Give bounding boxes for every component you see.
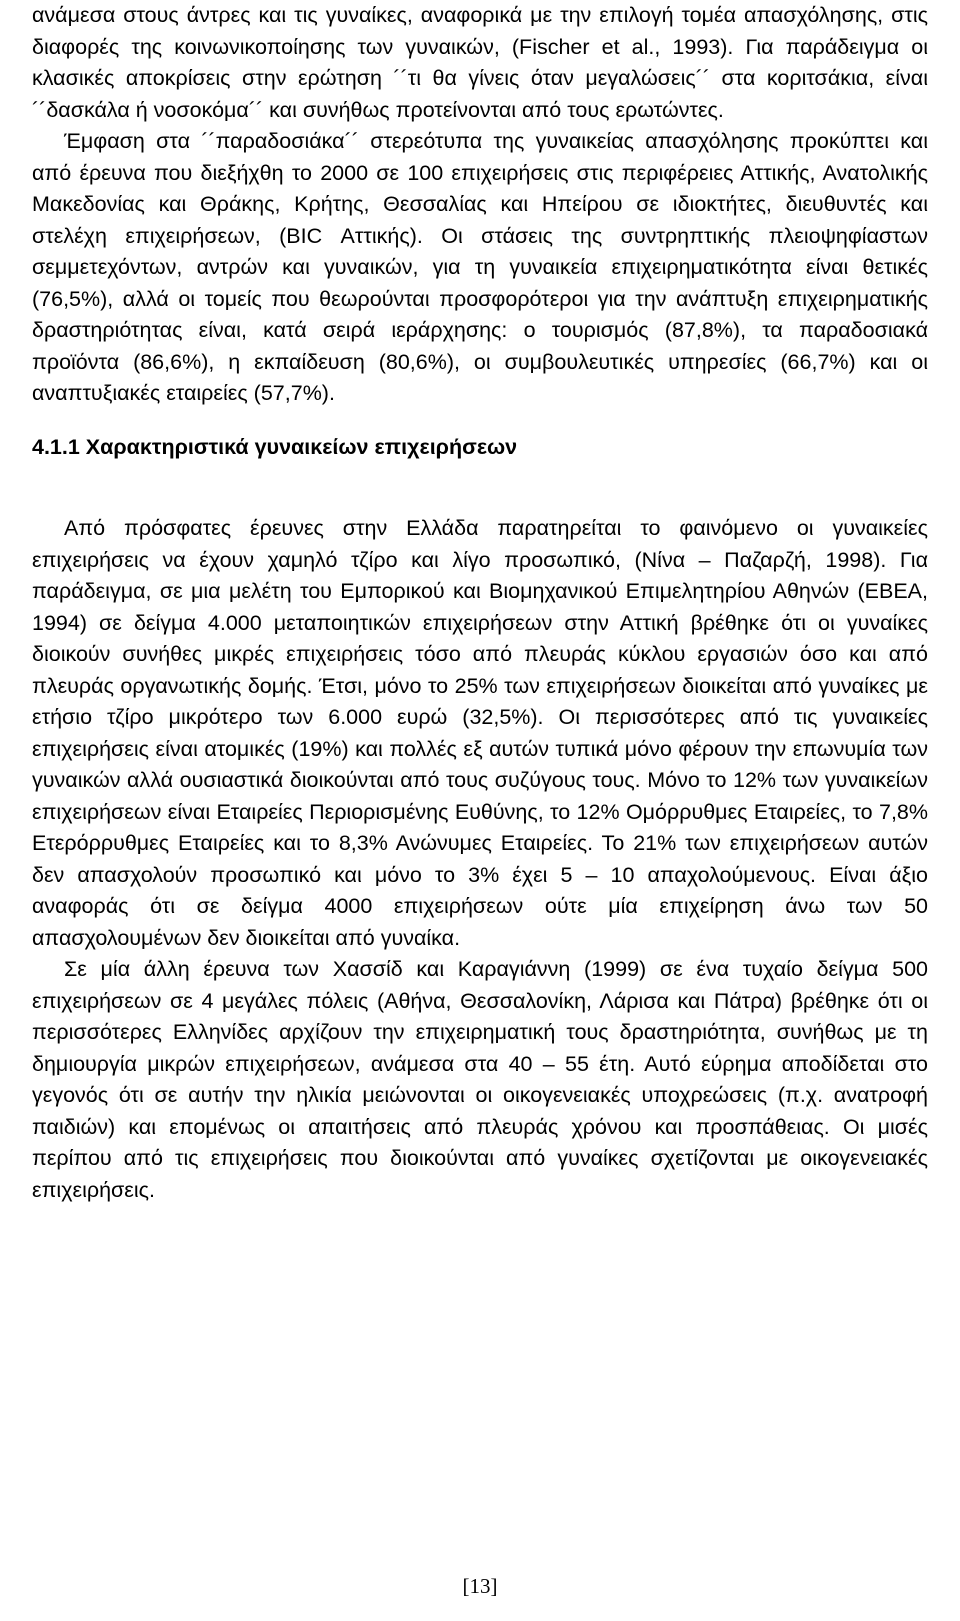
paragraph-recent-research: Από πρόσφατες έρευνες στην Ελλάδα παρατηρείται το φαινόμενο οι γυναικείες επιχειρήσεις να έχουν χαμηλό τζίρο και λίγο προσωπικό, (Νίνα – Παζαρζή, 1998). Για παράδειγμα, σε μια μελέτη του Εμπορικού και Βιομηχανικού Επιμελητηρίου Αθηνών (ΕΒΕΑ, 1994) σε δείγμα 4.000 μεταποιητικών επιχειρήσεων στην Αττική βρέθηκε ότι οι γυναίκες διοικούν συνήθες μικρές επιχειρήσεις τόσο από πλευράς κύκλου εργασιών όσο και από πλευράς οργανωτικής δομής. Έτσι, μόνο το 25% των επιχειρήσεων διοικείται από γυναίκες με ετήσιο τζίρο μικρότερο των 6.000 ευρώ (32,5%). Οι περισσότερες από τις γυναικείες επιχειρήσεις είναι ατομικές (19%) και πολλές εξ αυτών τυπικά μόνο φέρουν την επωνυμία των γυναικών αλλά ουσιαστικά διοικούνται από τους συζύγους τους. Μόνο το 12% των γυναικείων επιχειρήσεων είναι Εταιρείες Περιορισμένης Ευθύνης, το 12% Ομόρρυθμες Εταιρείες, το 7,8% Ετερόρρυθμες Εταιρείες και το 8,3% Ανώνυμες Εταιρείες. Το 21% των επιχειρήσεων αυτών δεν απασχολούν προσωπικό και μόνο το 3% έχει 5 – 10 απαχολούμενους. Είναι άξιο αναφοράς ότι σε δείγμα 4000 επιχειρήσεων ούτε μία επιχείρηση άνω των 50 απασχολουμένων δεν διοικείται από γυναίκα. (32, 516, 928, 950)
document-page (32, 0, 928, 1206)
paragraph-stereotypes-survey: Έμφαση στα ´´παραδοσιάκα´´ στερεότυπα της γυναικείας απασχόλησης προκύπτει και από έρευνα που διεξήχθη το 2000 σε 100 επιχειρήσεις στις περιφέρειες Αττικής, Ανατολικής Μακεδονίας και Θράκης, Κρήτης, Θεσσαλίας και Ηπείρου σε ιδιοκτήτες, διευθυντές και στελέχη επιχειρήσεων, (BIC Αττικής). Οι στάσεις της συντρηπτικής πλειοψηφίαστων σεμμετεχόντων, αντρών και γυναικών, για τη γυναικεία επιχειρηματικότητα είναι θετικές (76,5%), αλλά οι τομείς που θεωρούνται προσφορότεροι για την ανάπτυξη επιχειρηματικής δραστηριότητας είναι, κατά σειρά ιεράρχησης: ο τουρισμός (87,8%), τα παραδοσιακά προϊόντα (86,6%), η εκπαίδευση (80,6%), οι συμβουλευτικές υπηρεσίες (66,7%) και οι αναπτυξιακές εταιρείες (57,7%). (32, 129, 928, 405)
section-heading: 4.1.1 Χαρακτηριστικά γυναικείων επιχειρήσεων (32, 434, 518, 459)
page-number: [13] (462, 1574, 498, 1598)
paragraph-intro-continuation: ανάμεσα στους άντρες και τις γυναίκες, αναφορικά με την επιλογή τομέα απασχόλησης, στις διαφορές της κοινωνικοποίησης των γυναικών, (Fischer et al., 1993). Για παράδειγμα οι κλασικές αποκρίσεις στην ερώτηση ´´τι θα γίνεις όταν μεγαλώσεις´´ στα κοριτσάκια, είναι ´´δασκάλα ή νοσοκόμα´´ και συνήθως προτείνονται από τους ερωτώντες. (32, 3, 928, 122)
paragraph-second-study: Σε μία άλλη έρευνα των Χασσίδ και Καραγιάννη (1999) σε ένα τυχαίο δείγμα 500 επιχειρήσεων σε 4 μεγάλες πόλεις (Αθήνα, Θεσσαλονίκη, Λάρισα και Πάτρα) βρέθηκε ότι οι περισσότερες Ελληνίδες αρχίζουν την επιχειρηματική τους δραστηριότητα, συνήθως με τη δημιουργία μικρών επιχειρήσεων, ανάμεσα στα 40 – 55 έτη. Αυτό εύρημα αποδίδεται στο γεγονός ότι σε αυτήν την ηλικία μειώνονται οι οικογενειακές υποχρεώσεις (π.χ. ανατροφή παιδιών) και επομένως οι απαιτήσεις από πλευράς χρόνου και προσπάθειας. Οι μισές περίπου από τις επιχειρήσεις που διοικούνται από γυναίκες σχετίζονται με οικογενειακές επιχειρήσεις. (32, 957, 928, 1202)
